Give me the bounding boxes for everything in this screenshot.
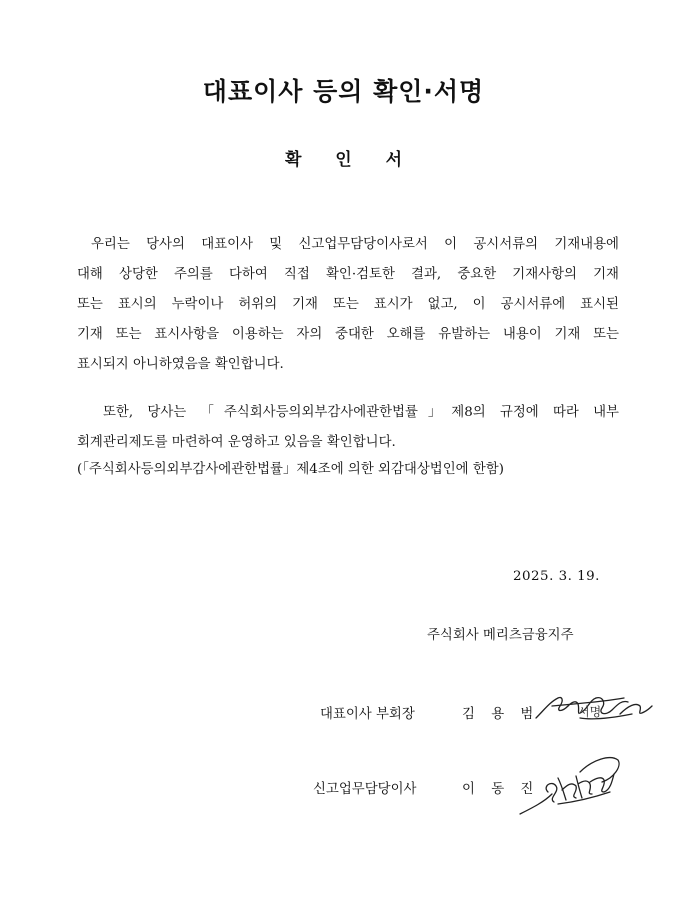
applicability-note: (「주식회사등의외부감사에관한법률」제4조에 의한 외감대상법인에 한함) <box>77 462 504 477</box>
paragraph-line: 대해 상당한 주의를 다하여 직접 확인·검토한 결과, 중요한 기재사항의 기재 <box>77 267 619 282</box>
svg-text:서명: 서명 <box>578 705 602 719</box>
signatory-role: 신고업무담당이사 <box>313 782 417 797</box>
paragraph-line: 기재 또는 표시사항을 이용하는 자의 중대한 오해를 유발하는 내용이 기재 또는 <box>77 327 619 342</box>
confirmation-paragraph <box>77 230 619 380</box>
internal-control-paragraph <box>77 398 619 458</box>
company-name: 주식회사 메리츠금융지주 <box>427 628 574 643</box>
document-date: 2025. 3. 19. <box>513 569 600 584</box>
paragraph-line: 또는 표시의 누락이나 허위의 기재 또는 표시가 없고, 이 공시서류에 표시된 <box>77 297 619 312</box>
signatory-name: 김 용 범 <box>462 707 540 722</box>
signatory-role: 대표이사 부회장 <box>320 707 415 722</box>
paragraph-line: 또한, 당사는 「주식회사등의외부감사에관한법률」제8의 규정에 따라 내부 <box>103 405 619 420</box>
document-subtitle: 확 인 서 <box>284 150 417 170</box>
signatory-name: 이 동 진 <box>462 782 540 797</box>
paragraph-line: 회계관리제도를 마련하여 운영하고 있음을 확인합니다. <box>77 435 396 450</box>
paragraph-line: 표시되지 아니하였음을 확인합니다. <box>77 357 284 372</box>
handwritten-signature <box>532 688 654 728</box>
handwritten-signature <box>518 752 622 818</box>
paragraph-line: 우리는 당사의 대표이사 및 신고업무담당이사로서 이 공시서류의 기재내용에 <box>91 237 619 252</box>
document-title: 대표이사 등의 확인·서명 <box>202 77 485 106</box>
